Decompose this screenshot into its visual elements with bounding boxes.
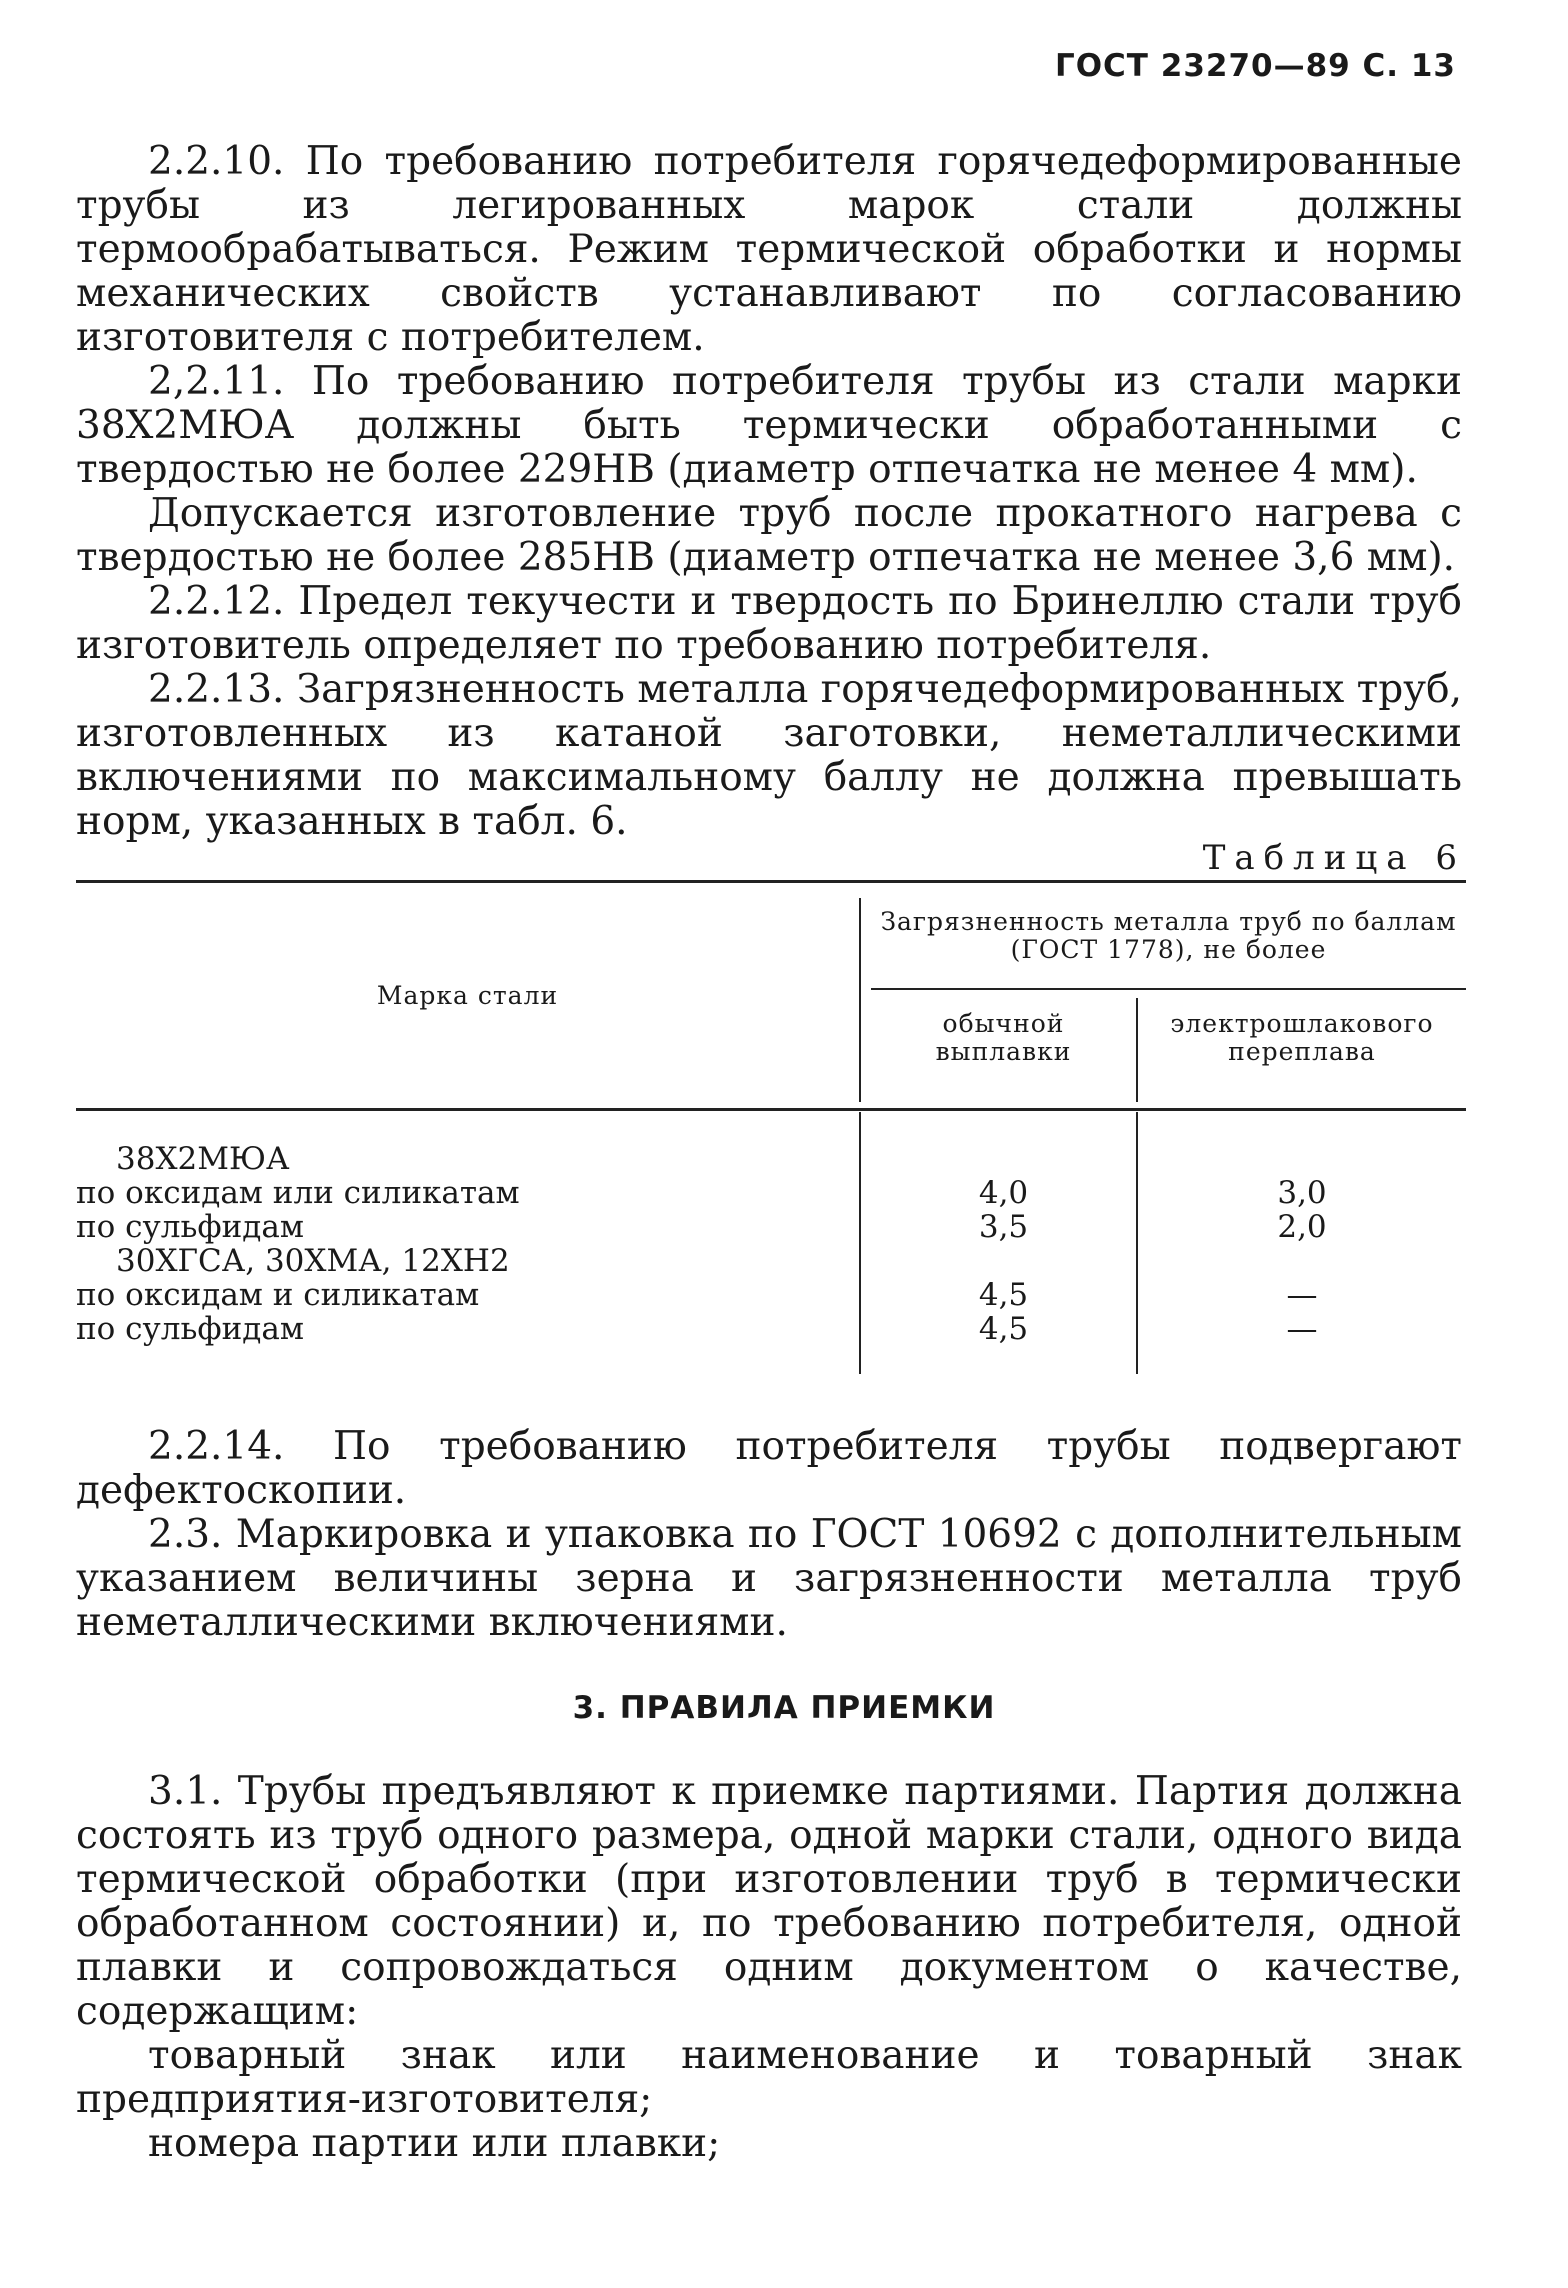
electroslag-value: — <box>1286 1311 1318 1347</box>
paragraph-3-1: 3.1. Трубы предъявляют к приемке партиями. Партия должна состоять из труб одного размера, одной марки стали, одного вида термической обработки (при изготовлении труб в термически обработанном состоянии) и, по требованию потребителя, одной плавки и сопровождаться одним документом о качестве, содержащим: <box>76 1769 1462 2034</box>
row-label: по оксидам или силикатам <box>76 1175 520 1211</box>
paragraphs-top <box>76 140 1462 844</box>
column-header-normal-melt: обычной выплавки <box>935 1009 1072 1066</box>
paragraph-2-2-13: 2.2.13. Загрязненность металла горячедеформированных труб, изготовленных из катаной заготовки, неметаллическими включениями по максимальному баллу не должна превышать норм, указанных в табл. 6. <box>76 667 1462 844</box>
paragraph-2-2-12: 2.2.12. Предел текучести и твердость по Бринеллю стали труб изготовитель определяет по требованию потребителя. <box>76 579 1462 668</box>
table-subheader-rule <box>871 988 1466 990</box>
normal-melt-value: 4,0 <box>978 1175 1029 1211</box>
column-header-steel-grade: Марка стали <box>376 981 559 1010</box>
paragraph-2-2-10: 2.2.10. По требованию потребителя горячедеформированные трубы из легированных марок стали должны термообрабатываться. Режим термической обработки и нормы механических свойств устанавливают по согласованию изготовителя с потребителем. <box>76 139 1462 360</box>
paragraph-2-3: 2.3. Маркировка и упаковка по ГОСТ 10692 с дополнительным указанием величины зерна и загрязненности металла труб неметаллическими включениями. <box>76 1512 1462 1645</box>
table-header-bottom-rule <box>76 1108 1466 1111</box>
electroslag-value: — <box>1286 1277 1318 1313</box>
steel-grade-label: 30ХГСА, 30ХМА, 12ХН2 <box>116 1243 510 1279</box>
normal-melt-value: 4,5 <box>978 1311 1029 1347</box>
table-row <box>76 1278 1466 1312</box>
table-top-rule <box>76 880 1466 883</box>
table-row <box>76 1176 1466 1210</box>
table-row <box>76 1312 1466 1346</box>
paragraph-2-2-14: 2.2.14. По требованию потребителя трубы подвергают дефектоскопии. <box>76 1424 1462 1513</box>
section-heading: 3. ПРАВИЛА ПРИЕМКИ <box>572 1690 996 1726</box>
normal-melt-value: 3,5 <box>978 1209 1029 1245</box>
paragraph-hardness-allowance: Допускается изготовление труб после прокатного нагрева с твердостью не более 285НВ (диаметр отпечатка не менее 3,6 мм). <box>76 491 1462 580</box>
normal-melt-value: 4,5 <box>978 1277 1029 1313</box>
running-head: ГОСТ 23270—89 С. 13 <box>1054 48 1456 84</box>
row-label: по оксидам и силикатам <box>76 1277 480 1313</box>
row-label: по сульфидам <box>76 1209 304 1245</box>
list-item: номера партии или плавки; <box>148 2121 721 2166</box>
list-item: товарный знак или наименование и товарный знак предприятия-изготовителя; <box>76 2033 1462 2122</box>
electroslag-value: 2,0 <box>1277 1209 1327 1245</box>
table-divider <box>859 898 861 1102</box>
column-header-electroslag: электрошлакового переплава <box>1170 1009 1434 1066</box>
table-6 <box>76 880 1466 1385</box>
table-caption: Таблица 6 <box>1202 838 1466 878</box>
electroslag-value: 3,0 <box>1277 1175 1327 1211</box>
paragraphs-bottom <box>76 1770 1462 2166</box>
table-row <box>76 1210 1466 1244</box>
column-header-contamination: Загрязненность металла труб по баллам (ГОСТ 1778), не более <box>880 907 1457 964</box>
paragraphs-middle <box>76 1425 1462 1645</box>
steel-grade-label: 38Х2МЮА <box>116 1141 290 1177</box>
row-label: по сульфидам <box>76 1311 304 1347</box>
table-row <box>76 1244 1466 1278</box>
paragraph-2-2-11: 2,2.11. По требованию потребителя трубы из стали марки 38Х2МЮА должны быть термически обработанными с твердостью не более 229НВ (диаметр отпечатка не менее 4 мм). <box>76 359 1462 492</box>
table-row <box>76 1142 1466 1176</box>
